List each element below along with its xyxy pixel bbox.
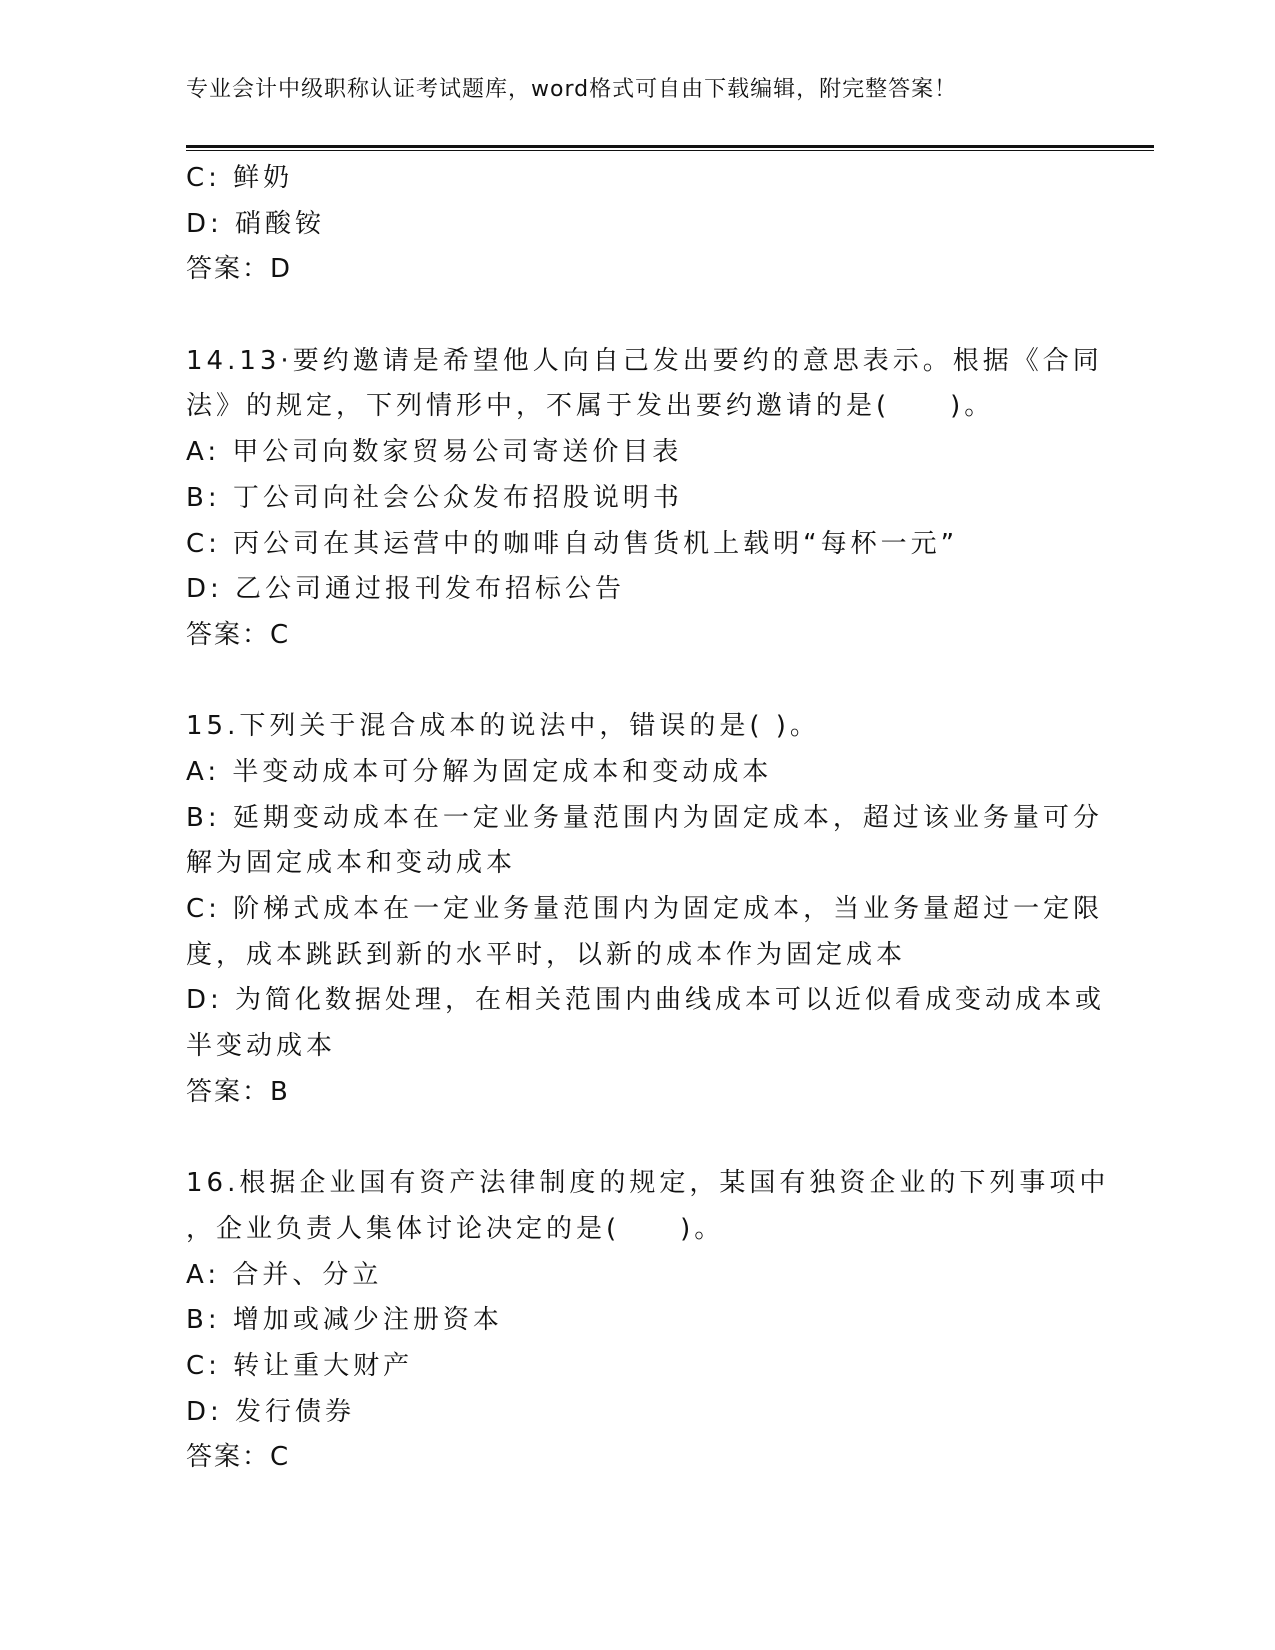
option-d: D: 乙公司通过报刊发布招标公告 [186,574,626,605]
answer-line: 答案：D [186,254,293,285]
option-d: D: 硝酸铵 [186,208,326,239]
question-fragment [186,156,1086,293]
answer-line: 答案：B [186,1076,290,1107]
document-body [186,156,1110,1481]
question-14 [186,339,1103,659]
question-text: 16.根据企业国有资产法律制度的规定，某国有独资企业的下列事项中 [186,1168,1110,1199]
option-b: B: 延期变动成本在一定业务量范围内为固定成本，超过该业务量可分 [186,802,1103,833]
option-d: D: 为简化数据处理，在相关范围内曲线成本可以近似看成变动成本或 [186,985,1106,1016]
question-text: ，企业负责人集体讨论决定的是( )。 [186,1213,725,1244]
option-a: A: 半变动成本可分解为固定成本和变动成本 [186,756,773,787]
answer-line: 答案：C [186,619,291,650]
header-divider [186,145,1154,151]
option-b-continued: 解为固定成本和变动成本 [186,848,517,879]
option-c: C: 转让重大财产 [186,1350,414,1381]
answer-line: 答案：C [186,1442,291,1473]
question-text: 15.下列关于混合成本的说法中，错误的是( )。 [186,711,820,742]
option-c: C: 鲜奶 [186,163,294,193]
option-c-continued: 度，成本跳跃到新的水平时，以新的成本作为固定成本 [186,939,907,970]
question-text: 法》的规定，下列情形中，不属于发出要约邀请的是( )。 [186,391,995,422]
option-b: B: 增加或减少注册资本 [186,1305,503,1336]
page-header: 专业会计中级职称认证考试题库，word格式可自由下载编辑，附完整答案！ [186,77,958,102]
option-b: B: 丁公司向社会公众发布招股说明书 [186,482,683,513]
option-c: C: 丙公司在其运营中的咖啡自动售货机上载明“每杯一元” [186,528,959,559]
question-16 [186,1161,1110,1481]
option-a: A: 甲公司向数家贸易公司寄送价目表 [186,437,683,468]
question-15 [186,704,1106,1115]
option-d-continued: 半变动成本 [186,1031,337,1062]
option-d: D: 发行债券 [186,1396,356,1427]
option-c: C: 阶梯式成本在一定业务量范围内为固定成本，当业务量超过一定限 [186,894,1104,924]
option-a: A: 合并、分立 [186,1259,383,1290]
question-text: 14.13·要约邀请是希望他人向自己发出要约的意思表示。根据《合同 [186,345,1103,376]
